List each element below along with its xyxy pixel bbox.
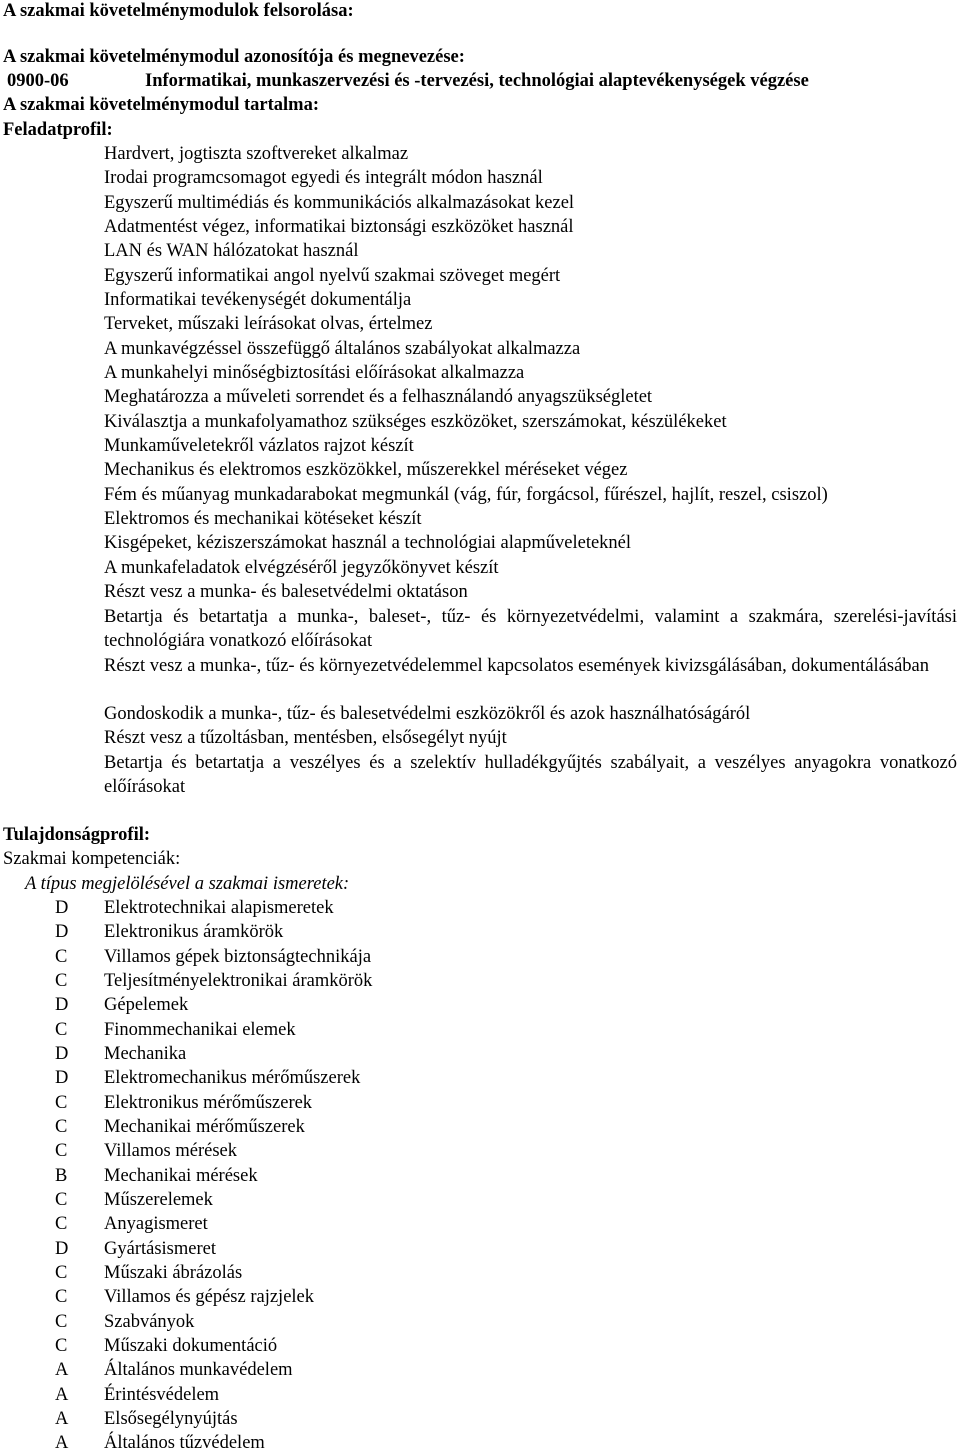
task-item: Elektromos és mechanikai kötéseket készít xyxy=(104,509,422,529)
task-profile-label: Feladatprofil: xyxy=(3,120,113,140)
task-item: Hardvert, jogtiszta szoftvereket alkalmaz xyxy=(104,144,409,164)
competency-type: C xyxy=(55,1141,68,1161)
competency-type: D xyxy=(55,1239,69,1259)
competency-type: C xyxy=(55,1336,68,1356)
competency-name: Villamos mérések xyxy=(104,1141,237,1161)
competency-type: A xyxy=(55,1409,69,1429)
competency-type: D xyxy=(55,995,69,1015)
competency-type: A xyxy=(55,1360,69,1380)
competency-name: Gépelemek xyxy=(104,995,189,1015)
competency-name: Általános tűzvédelem xyxy=(104,1433,265,1453)
competency-name: Mechanikai mérőműszerek xyxy=(104,1117,305,1137)
competency-type: C xyxy=(55,971,68,991)
competency-type: C xyxy=(55,1093,68,1113)
task-item: Irodai programcsomagot egyedi és integrált módon használ xyxy=(104,168,543,188)
competency-name: Érintésvédelem xyxy=(104,1385,220,1405)
competency-name: Általános munkavédelem xyxy=(104,1360,293,1380)
competency-name: Műszaki dokumentáció xyxy=(104,1336,278,1356)
competency-type: C xyxy=(55,1214,68,1234)
type-label: A típus megjelölésével a szakmai ismeretek: xyxy=(25,874,350,894)
task-item: Betartja és betartatja a veszélyes és a szelektív hulladékgyűjtés szabályait, a veszélyes anyagokra vonatkozó előírásokat xyxy=(104,753,957,798)
competency-name: Elektrotechnikai alapismeretek xyxy=(104,898,334,918)
competency-name: Villamos és gépész rajzjelek xyxy=(104,1287,315,1307)
task-item: Részt vesz a tűzoltásban, mentésben, elsősegélyt nyújt xyxy=(104,728,507,748)
competency-type: D xyxy=(55,1068,69,1088)
task-item: Adatmentést végez, informatikai biztonsági eszközöket használ xyxy=(104,217,574,237)
task-item: A munkavégzéssel összefüggő általános szabályokat alkalmazza xyxy=(104,339,581,359)
competency-name: Mechanika xyxy=(104,1044,187,1064)
page-title: A szakmai követelménymodulok felsorolása: xyxy=(3,1,354,21)
competency-name: Elektronikus mérőműszerek xyxy=(104,1093,313,1113)
task-item: Fém és műanyag munkadarabokat megmunkál (vág, fúr, forgácsol, fűrészel, hajlít, reszel, csiszol) xyxy=(104,485,828,505)
competency-name: Teljesítményelektronikai áramkörök xyxy=(104,971,373,991)
task-item: Meghatározza a műveleti sorrendet és a felhasználandó anyagszükségletet xyxy=(104,387,653,407)
competency-name: Elektromechanikus mérőműszerek xyxy=(104,1068,361,1088)
content-label: A szakmai követelménymodul tartalma: xyxy=(3,95,320,115)
competency-name: Mechanikai mérések xyxy=(104,1166,258,1186)
task-item: Egyszerű informatikai angol nyelvű szakmai szöveget megért xyxy=(104,266,561,286)
task-item: Betartja és betartatja a munka-, baleset-, tűz- és környezetvédelmi, valamint a szakmára, szerelési-javítási technológiára vonatkozó előírásokat xyxy=(104,607,957,652)
competency-type: C xyxy=(55,1263,68,1283)
task-item: Részt vesz a munka-, tűz- és környezetvédelemmel kapcsolatos események kivizsgálásában, dokumentálásában xyxy=(104,656,930,676)
competency-type: D xyxy=(55,1044,69,1064)
competencies-label: Szakmai kompetenciák: xyxy=(3,849,181,869)
competency-type: D xyxy=(55,898,69,918)
task-item: LAN és WAN hálózatokat használ xyxy=(104,241,359,261)
competency-type: C xyxy=(55,1312,68,1332)
competency-type: C xyxy=(55,1117,68,1137)
competency-type: A xyxy=(55,1385,69,1405)
competency-name: Elsősegélynyújtás xyxy=(104,1409,238,1429)
module-name: Informatikai, munkaszervezési és -tervezési, technológiai alaptevékenységek végzése xyxy=(145,71,809,91)
competency-name: Anyagismeret xyxy=(104,1214,208,1234)
competency-name: Szabványok xyxy=(104,1312,195,1332)
task-item: Kiválasztja a munkafolyamathoz szükséges eszközöket, szerszámokat, készülékeket xyxy=(104,412,727,432)
module-label: A szakmai követelménymodul azonosítója és megnevezése: xyxy=(3,47,465,67)
competency-type: D xyxy=(55,922,69,942)
task-item: Részt vesz a munka- és balesetvédelmi oktatáson xyxy=(104,582,468,602)
task-item: Mechanikus és elektromos eszközökkel, műszerekkel méréseket végez xyxy=(104,460,628,480)
task-item: Gondoskodik a munka-, tűz- és balesetvédelmi eszközökről és azok használhatóságáról xyxy=(104,704,751,724)
competency-name: Műszerelemek xyxy=(104,1190,213,1210)
competency-type: C xyxy=(55,1020,68,1040)
module-id: 0900-06 xyxy=(7,71,69,91)
competency-name: Műszaki ábrázolás xyxy=(104,1263,243,1283)
competency-name: Elektronikus áramkörök xyxy=(104,922,284,942)
competency-type: B xyxy=(55,1166,68,1186)
competency-name: Finommechanikai elemek xyxy=(104,1020,296,1040)
competency-name: Villamos gépek biztonságtechnikája xyxy=(104,947,372,967)
competency-type: C xyxy=(55,947,68,967)
task-item: Kisgépeket, kéziszerszámokat használ a technológiai alapműveleteknél xyxy=(104,533,632,553)
task-item: Terveket, műszaki leírásokat olvas, értelmez xyxy=(104,314,433,334)
property-profile-label: Tulajdonságprofil: xyxy=(3,825,151,845)
competency-name: Gyártásismeret xyxy=(104,1239,216,1259)
task-item: A munkahelyi minőségbiztosítási előírásokat alkalmazza xyxy=(104,363,525,383)
competency-type: C xyxy=(55,1287,68,1307)
task-item: Munkaműveletekről vázlatos rajzot készít xyxy=(104,436,414,456)
task-item: Informatikai tevékenységét dokumentálja xyxy=(104,290,412,310)
task-item: A munkafeladatok elvégzéséről jegyzőkönyvet készít xyxy=(104,558,499,578)
competency-type: C xyxy=(55,1190,68,1210)
competency-type: A xyxy=(55,1433,69,1453)
task-item: Egyszerű multimédiás és kommunikációs alkalmazásokat kezel xyxy=(104,193,575,213)
